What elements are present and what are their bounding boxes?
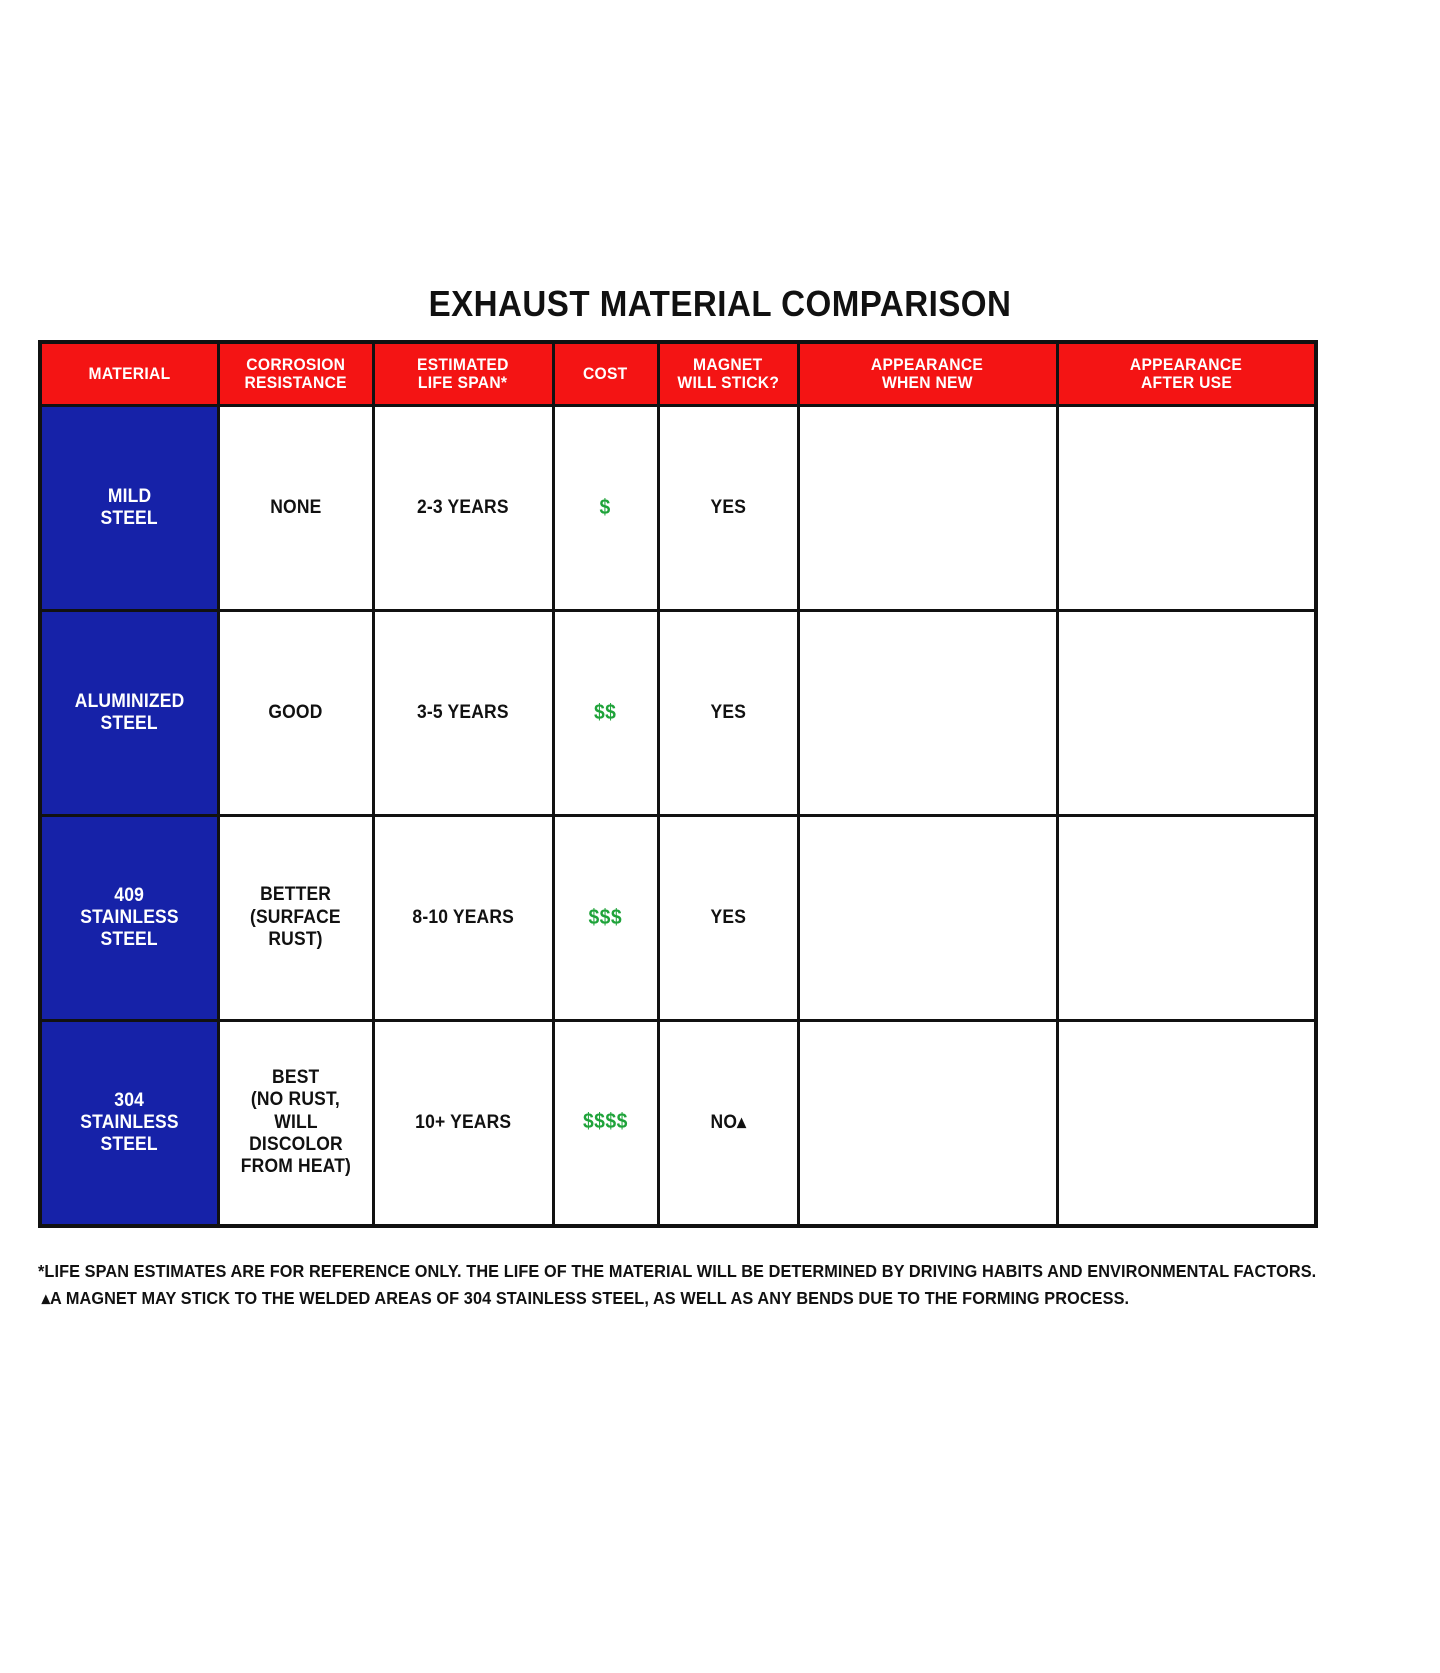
cell-life-span [373, 816, 553, 1021]
cell-appearance-used [1057, 816, 1316, 1021]
table-header-row [40, 342, 1316, 406]
header-line: WILL STICK? [677, 373, 779, 392]
cell-material [40, 816, 218, 1021]
footnotes [38, 1258, 1408, 1312]
header-line: LIFE SPAN* [418, 373, 508, 392]
cell-magnet [658, 1021, 798, 1226]
cell-appearance-used [1057, 611, 1316, 816]
cell-appearance-new [798, 816, 1057, 1021]
cell-life-span [373, 406, 553, 611]
header-line: AFTER USE [1140, 373, 1232, 392]
value-line: RUST) [268, 929, 323, 951]
column-header-cost [553, 342, 658, 406]
value-line: BETTER [259, 884, 332, 906]
value-line: 10+ YEARS [414, 1111, 512, 1133]
value-line: BEST [271, 1066, 320, 1088]
cell-corrosion-resistance [218, 611, 373, 816]
footnote-life-span: *LIFE SPAN ESTIMATES ARE FOR REFERENCE ONLY. THE LIFE OF THE MATERIAL WILL BE DETERMINED BY DRIVING HABITS AND ENVIRONMENTAL FACTORS. [38, 1261, 1317, 1281]
column-header-corrosion-resistance [218, 342, 373, 406]
material-line: STEEL [100, 508, 158, 529]
header-line: ESTIMATED [417, 354, 509, 374]
column-header-estimated-life-span [373, 342, 553, 406]
value-line: NONE [269, 496, 322, 518]
header-line: MAGNET [693, 354, 763, 374]
value-line: WILL DISCOLOR [248, 1111, 343, 1155]
table-row [40, 611, 1316, 816]
header-line: COST [583, 363, 628, 383]
cell-cost [553, 611, 658, 816]
cell-life-span [373, 611, 553, 816]
comparison-table-wrapper [38, 340, 1314, 1228]
cost-value: $$$ [588, 905, 623, 929]
value-line: YES [710, 701, 746, 723]
cell-material [40, 1021, 218, 1226]
value-line: NO▴ [710, 1111, 746, 1133]
material-line: STEEL [100, 713, 158, 734]
table-row [40, 406, 1316, 611]
material-line: STAINLESS [80, 907, 179, 929]
cell-appearance-new [798, 406, 1057, 611]
footnote-magnet: ▴A MAGNET MAY STICK TO THE WELDED AREAS OF 304 STAINLESS STEEL, AS WELL AS ANY BENDS DUE TO THE FORMING PROCESS. [41, 1288, 1130, 1309]
material-line: ALUMINIZED [74, 691, 185, 713]
value-line: GOOD [268, 701, 323, 723]
material-line: STAINLESS [80, 1111, 179, 1133]
cell-appearance-used [1057, 1021, 1316, 1226]
exhaust-material-comparison-table [38, 340, 1318, 1228]
cell-magnet [658, 406, 798, 611]
cell-cost [553, 406, 658, 611]
cell-magnet [658, 611, 798, 816]
cell-cost [553, 816, 658, 1021]
header-line: APPEARANCE [871, 354, 984, 374]
column-header-material [40, 342, 218, 406]
value-line: YES [710, 906, 746, 928]
column-header-appearance-when-new [798, 342, 1057, 406]
material-line: STEEL [100, 1133, 158, 1155]
header-line: MATERIAL [88, 363, 171, 383]
cell-appearance-used [1057, 406, 1316, 611]
cell-corrosion-resistance [218, 816, 373, 1021]
material-line: STEEL [100, 928, 158, 950]
value-line: (SURFACE [250, 906, 341, 928]
material-line: 409 [114, 885, 145, 907]
table-row [40, 816, 1316, 1021]
cost-value: $$$$ [583, 1110, 628, 1134]
cost-value: $$ [594, 700, 617, 724]
value-line: 3-5 YEARS [417, 701, 509, 723]
header-line: WHEN NEW [882, 373, 973, 392]
value-line: (NO RUST, [250, 1089, 341, 1111]
page-title: EXHAUST MATERIAL COMPARISON [428, 283, 1012, 324]
value-line: FROM HEAT) [240, 1156, 351, 1178]
cell-cost [553, 1021, 658, 1226]
cell-material [40, 611, 218, 816]
value-line: 8-10 YEARS [412, 906, 514, 928]
header-line: CORROSION [246, 354, 345, 374]
cell-life-span [373, 1021, 553, 1226]
header-line: RESISTANCE [244, 373, 347, 392]
cell-appearance-new [798, 1021, 1057, 1226]
material-line: 304 [114, 1089, 145, 1111]
column-header-appearance-after-use [1057, 342, 1316, 406]
cell-appearance-new [798, 611, 1057, 816]
table-row [40, 1021, 1316, 1226]
cell-magnet [658, 816, 798, 1021]
header-line: APPEARANCE [1130, 354, 1243, 374]
cell-material [40, 406, 218, 611]
value-line: 2-3 YEARS [417, 496, 509, 518]
column-header-magnet-will-stick [658, 342, 798, 406]
cost-value: $ [599, 495, 612, 519]
material-line: MILD [107, 486, 151, 508]
cell-corrosion-resistance [218, 406, 373, 611]
value-line: YES [710, 496, 746, 518]
cell-corrosion-resistance [218, 1021, 373, 1226]
